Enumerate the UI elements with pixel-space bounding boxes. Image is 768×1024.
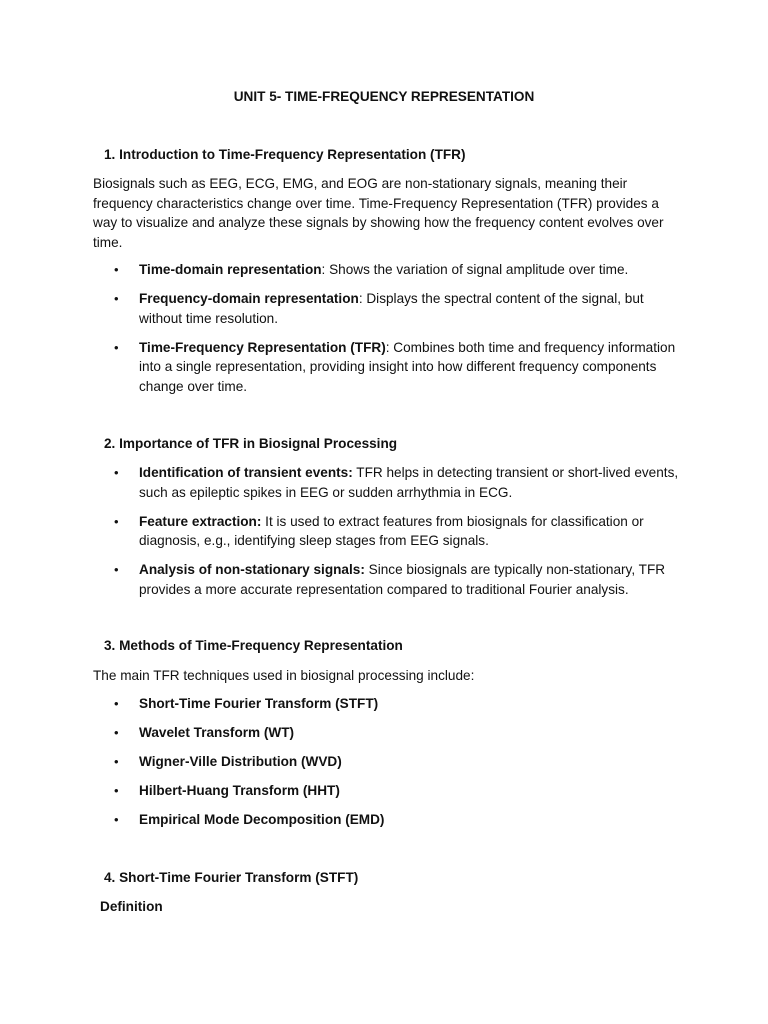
list-item-term: Frequency-domain representation — [139, 291, 359, 306]
list-item — [93, 463, 683, 502]
list-item — [93, 810, 683, 830]
list-item-text: : Shows the variation of signal amplitude over time. — [321, 262, 629, 277]
list-item — [93, 560, 683, 599]
section-1-list — [93, 260, 683, 396]
list-item-text: TFR helps in detecting transient or short-lived events, such as epileptic spikes in EEG or sudden arrhythmia in ECG. — [139, 465, 679, 500]
list-item — [93, 289, 683, 328]
section-3-paragraph: The main TFR techniques used in biosignal processing include: — [93, 668, 475, 683]
document-title: UNIT 5- TIME-FREQUENCY REPRESENTATION — [233, 89, 535, 104]
bullet-icon: • — [114, 339, 119, 355]
section-2-list — [93, 463, 683, 599]
section-2-heading: 2. Importance of TFR in Biosignal Processing — [104, 436, 398, 451]
list-item — [93, 338, 683, 397]
list-item — [93, 260, 683, 280]
list-item-text: Since biosignals are typically non-stationary, TFR provides a more accurate representation compared to traditional Fourier analysis. — [139, 562, 666, 597]
bullet-icon: • — [114, 783, 119, 798]
list-item-term: Identification of transient events: — [139, 465, 353, 480]
list-item-text: : Displays the spectral content of the signal, but without time resolution. — [139, 291, 644, 326]
section-1-paragraph: Biosignals such as EEG, ECG, EMG, and EOG are non-stationary signals, meaning their frequency characteristics change over time. Time-Frequency Representation (TFR) provides a way to visualize and analyze these signals by showing how the frequency content evolves over time. — [93, 176, 664, 250]
list-item — [93, 723, 683, 743]
list-item-term: Short-Time Fourier Transform (STFT) — [139, 696, 379, 711]
list-item — [93, 512, 683, 551]
list-item-term: Analysis of non-stationary signals: — [139, 562, 365, 577]
bullet-icon: • — [114, 262, 119, 277]
bullet-icon: • — [114, 812, 119, 827]
list-item-term: Wavelet Transform (WT) — [139, 725, 295, 740]
list-item-term: Feature extraction: — [139, 513, 262, 529]
list-item-term: Hilbert-Huang Transform (HHT) — [139, 783, 340, 798]
bullet-icon: • — [114, 725, 119, 740]
bullet-icon: • — [114, 754, 119, 769]
list-item — [93, 694, 683, 714]
section-3-heading: 3. Methods of Time-Frequency Representation — [104, 638, 403, 653]
list-item-text: It is used to extract features from biosignals for classification or diagnosis, e.g., identifying sleep stages from EEG signals. — [139, 513, 644, 548]
list-item-term: Time-Frequency Representation (TFR) — [139, 339, 386, 355]
bullet-icon: • — [114, 291, 119, 306]
bullet-icon: • — [114, 465, 119, 480]
bullet-icon: • — [114, 696, 119, 711]
list-item-term: Wigner-Ville Distribution (WVD) — [139, 754, 342, 769]
list-item — [93, 781, 683, 801]
list-item — [93, 752, 683, 772]
section-3-list — [93, 694, 683, 830]
section-1-heading: 1. Introduction to Time-Frequency Representation (TFR) — [104, 147, 466, 162]
list-item-term: Time-domain representation — [139, 262, 322, 277]
bullet-icon: • — [114, 513, 119, 529]
definition-subheading: Definition — [100, 899, 163, 914]
section-4-heading: 4. Short-Time Fourier Transform (STFT) — [104, 870, 359, 885]
list-item-term: Empirical Mode Decomposition (EMD) — [139, 812, 385, 827]
bullet-icon: • — [114, 562, 119, 577]
list-item-text: : Combines both time and frequency information into a single representation, providing insight into how different frequency components change over time. — [139, 339, 676, 394]
